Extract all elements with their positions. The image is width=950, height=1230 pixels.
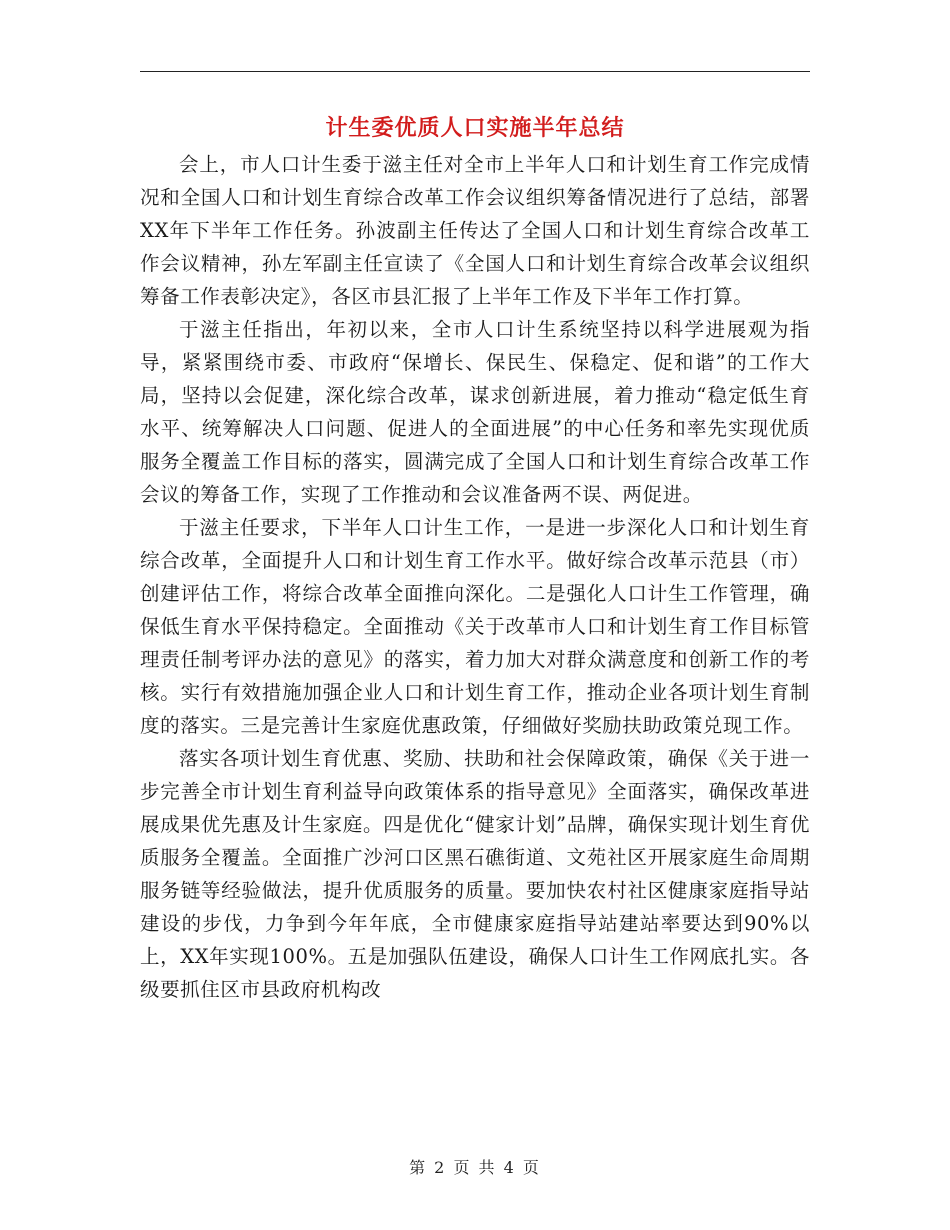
paragraph-4: 落实各项计划生育优惠、奖励、扶助和社会保障政策，确保《关于进一步完善全市计划生育利益导向政策体系的指导意见》全面落实，确保改革进展成果优先惠及计生家庭。四是优化“健家计划”品牌，确保实现计划生育优质服务全覆盖。全面推广沙河口区黑石礁街道、文苑社区开展家庭生命周期服务链等经验做法，提升优质服务的质量。要加快农村社区健康家庭指导站建设的步伐，力争到今年年底，全市健康家庭指导站建站率要达到90%以上，XX年实现100%。五是加强队伍建设，确保人口计生工作网底扎实。各级要抓住区市县政府机构改 [140,747,811,1001]
paragraph-3: 于滋主任要求，下半年人口计生工作，一是进一步深化人口和计划生育综合改革，全面提升人口和计划生育工作水平。做好综合改革示范县（市）创建评估工作，将综合改革全面推向深化。二是强化人口计生工作管理，确保低生育水平保持稳定。全面推动《关于改革市人口和计划生育工作目标管理责任制考评办法的意见》的落实，着力加大对群众满意度和创新工作的考核。实行有效措施加强企业人口和计划生育工作，推动企业各项计划生育制度的落实。三是完善计生家庭优惠政策，仔细做好奖励扶助政策兑现工作。 [140,516,810,737]
document-title: 计生委优质人口实施半年总结 [325,115,625,141]
paragraph-2: 于滋主任指出，年初以来，全市人口计生系统坚持以科学进展观为指导，紧紧围绕市委、市政府“保增长、保民生、保稳定、促和谐”的工作大局，坚持以会促建，深化综合改革，谋求创新进展，着力推动“稳定低生育水平、统筹解决人口问题、促进人的全面进展”的中心任务和率先实现优质服务全覆盖工作目标的落实，圆满完成了全国人口和计划生育综合改革工作会议的筹备工作，实现了工作推动和会议准备两不误、两促进。 [140,318,810,506]
document-body [140,148,810,1006]
header-rule [140,71,810,72]
page-number-footer: 第 2 页 共 4 页 [409,1158,541,1177]
paragraph-1: 会上，市人口计生委于滋主任对全市上半年人口和计划生育工作完成情况和全国人口和计划生育综合改革工作会议组织筹备情况进行了总结，部署XX年下半年工作任务。孙波副主任传达了全国人口和计划生育综合改革工作会议精神，孙左军副主任宣读了《全国人口和计划生育综合改革会议组织筹备工作表彰决定》，各区市县汇报了上半年工作及下半年工作打算。 [140,153,810,308]
